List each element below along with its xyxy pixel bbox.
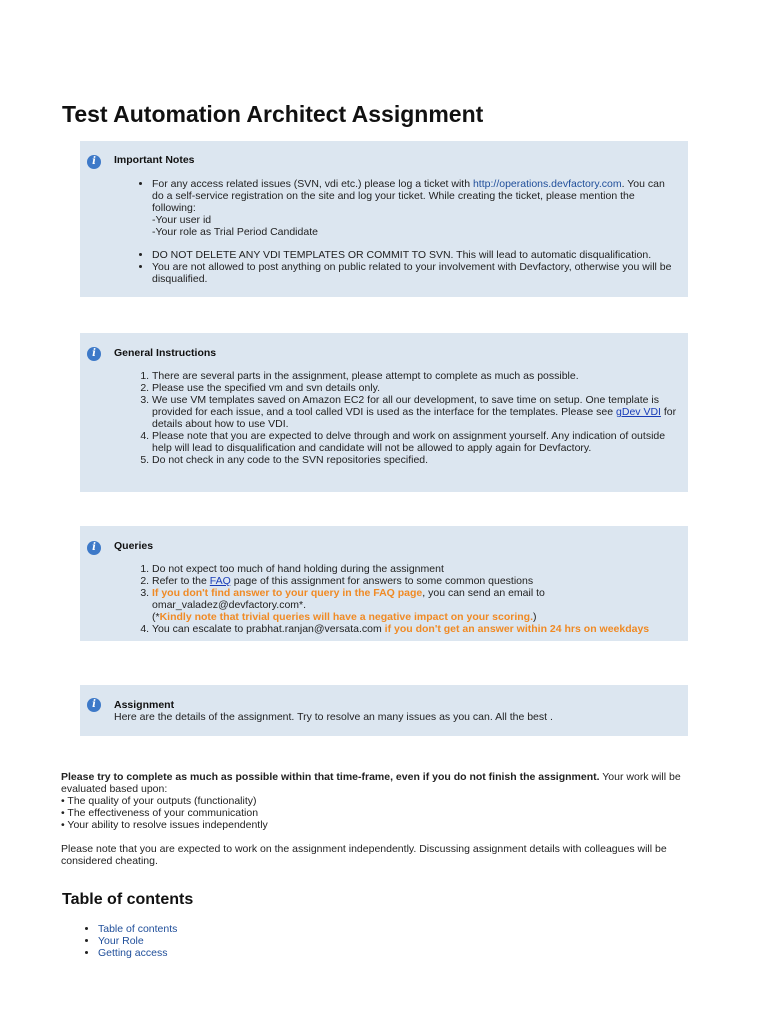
operations-link[interactable]: http://operations.devfactory.com <box>472 178 622 190</box>
queries-list <box>116 563 678 635</box>
important-notes-panel <box>80 141 688 297</box>
faq-link[interactable]: FAQ <box>209 575 231 587</box>
list-item: 3. We use VM templates saved on Amazon EC2 for all our development, to save time on setup. One template is provided for each issue, and a tool called VDI is used as the interface for the templates. Please see gDev VDI for details about how to use VDI. <box>152 394 678 430</box>
info-icon: i <box>87 541 101 555</box>
list-item: 1. Do not expect too much of hand holding during the assignment <box>152 563 678 575</box>
important-notes-title: Important Notes <box>114 154 195 166</box>
evaluation-paragraph: Please try to complete as much as possible within that time-frame, even if you do not finish the assignment. Your work will be evaluated based upon: • The quality of your outputs (functionality) • The effectiveness of your communication • Your ability to resolve issues independently <box>61 771 681 831</box>
toc-link-your-role[interactable]: Your Role <box>98 935 144 947</box>
page-title: Test Automation Architect Assignment <box>62 101 484 127</box>
list-item: 4. You can escalate to prabhat.ranjan@versata.com if you don't get an answer within 24 hrs on weekdays <box>152 623 678 635</box>
evaluation-criterion: • Your ability to resolve issues independently <box>61 819 268 831</box>
info-icon: i <box>87 155 101 169</box>
toc-heading: Table of contents <box>62 891 194 908</box>
list-item: 4. Please note that you are expected to delve through and work on assignment yourself. Any indication of outside help will lead to disqualification and candidate will not be allowed to apply again for Devfactory. <box>152 430 678 454</box>
list-item: 1. There are several parts in the assignment, please attempt to complete as much as possible. <box>152 370 678 382</box>
info-icon: i <box>87 347 101 361</box>
evaluation-criterion: • The quality of your outputs (functionality) <box>61 795 257 807</box>
list-item: • For any access related issues (SVN, vdi etc.) please log a ticket with http://operations.devfactory.com. You can do a self-service registration on the site and log your ticket. While creating the ticket, please mention the following: -Your user id -Your role as Trial Period Candidate <box>152 178 678 238</box>
list-item: 5. Do not check in any code to the SVN repositories specified. <box>152 454 678 466</box>
toc-item <box>98 923 177 935</box>
general-instructions-panel <box>80 333 688 492</box>
toc-list <box>62 923 177 959</box>
list-item: 2. Please use the specified vm and svn details only. <box>152 382 678 394</box>
important-notes-list <box>116 178 678 285</box>
list-item: • DO NOT DELETE ANY VDI TEMPLATES OR COMMIT TO SVN. This will lead to automatic disqualification. <box>152 249 678 261</box>
list-item: 2. Refer to the FAQ page of this assignment for answers to some common questions <box>152 575 678 587</box>
general-instructions-list <box>116 370 678 466</box>
queries-title: Queries <box>114 540 154 552</box>
toc-link-table-of-contents[interactable]: Table of contents <box>98 923 178 935</box>
toc-item <box>98 947 177 959</box>
assignment-text: Here are the details of the assignment. Try to resolve an many issues as you can. All the best . <box>114 711 553 723</box>
evaluation-criterion: • The effectiveness of your communication <box>61 807 259 819</box>
list-item: 3. If you don't find answer to your query in the FAQ page, you can send an email to omar_valadez@devfactory.com*. (*Kindly note that trivial queries will have a negative impact on your scoring.) <box>152 587 678 623</box>
toc-link-getting-access[interactable]: Getting access <box>98 947 168 959</box>
independence-note: Please note that you are expected to work on the assignment independently. Discussing assignment details with colleagues will be considered cheating. <box>61 843 667 867</box>
toc-item <box>98 935 177 947</box>
assignment-panel <box>80 685 688 736</box>
list-item: • You are not allowed to post anything on public related to your involvement with Devfactory, otherwise you will be disqualified. <box>152 261 678 285</box>
assignment-title: Assignment <box>114 699 175 711</box>
info-icon: i <box>87 698 101 712</box>
gdev-vdi-link[interactable]: gDev VDI <box>616 406 661 418</box>
general-instructions-title: General Instructions <box>114 347 217 359</box>
queries-panel <box>80 526 688 641</box>
